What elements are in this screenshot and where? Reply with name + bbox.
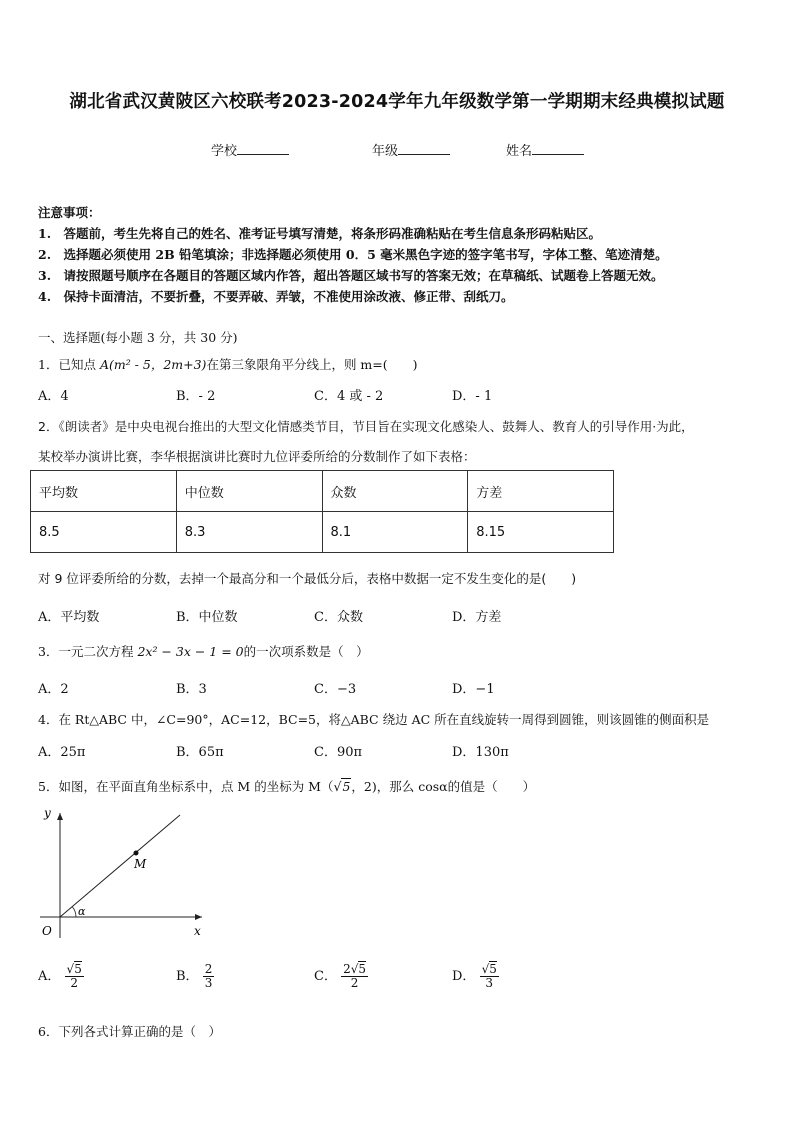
fraction [480,963,499,990]
q3-option-b: B．3 [176,682,207,697]
option-label: A． [38,969,61,985]
fraction [65,963,84,990]
q3-pre: 3．一元二次方程 [38,644,138,659]
table-cell: 8.5 [31,512,177,553]
question-3 [38,642,369,660]
table-header-cell: 平均数 [31,471,177,512]
q5-sqrt-radicand: 5 [342,779,351,794]
x-axis-arrow [195,914,202,920]
name-blank [532,142,584,155]
q1-point: A(m² - 5，2m+3) [99,357,207,372]
q1-pre: 1．已知点 [38,357,100,372]
question-1 [38,355,418,373]
q2-option-d: D．方差 [452,610,502,625]
grade-field [372,140,450,159]
grade-label: 年级 [372,144,399,159]
numerator: 2 [204,962,213,976]
notice-item-1: 1. 答题前，考生先将自己的姓名、准考证号填写清楚，将条形码准确粘贴在考生信息条形码粘贴区。 [38,226,602,241]
option-label: B． [176,969,199,985]
point-m [134,851,139,856]
fraction [203,963,215,990]
denominator: 2 [350,976,359,991]
ray-om [60,815,180,917]
q1-post: 在第三象限角平分线上，则 m=( ) [206,357,418,372]
q2-option-b: B．中位数 [176,610,238,625]
q2-line-3: 对 9 位评委所给的分数，去掉一个最高分和一个最低分后，表格中数据一定不发生变化的是( ) [38,571,577,586]
q1-option-c: C．4 或 - 2 [314,389,384,404]
q4-option-a: A．25π [38,745,86,760]
q2-line-1: 2．《朗读者》是中央电视台推出的大型文化情感类节目，节目旨在实现文化感染人、鼓舞人、教育人的引导作用·为此， [38,419,694,434]
name-field [506,140,584,159]
statistics-table [30,470,614,553]
q2-option-a: A．平均数 [38,610,100,625]
table-row [31,512,614,553]
y-axis-arrow [57,813,63,820]
num-radicand: 5 [74,962,82,976]
num-coef: 2 [343,962,351,976]
numerator: √5 [481,962,497,976]
angle-arc [72,907,76,917]
num-radicand: 5 [358,962,367,976]
school-field [211,140,289,159]
q5-option-a [38,963,84,990]
table-header-row [31,471,614,512]
numerator: 2√5 [343,962,367,976]
q3-option-d: D．−1 [452,682,495,697]
q5-pre: 5．如图，在平面直角坐标系中，点 M 的坐标为 M（ [38,779,334,794]
numerator: √5 [66,962,82,976]
q4-option-d: D．130π [452,745,509,760]
q1-option-d: D．- 1 [452,389,493,404]
q4-option-c: C．90π [314,745,363,760]
num-radicand: 5 [489,962,497,976]
q1-option-a: A．4 [38,389,69,404]
denominator: 3 [204,976,213,991]
q2-line-2: 某校举办演讲比赛，李华根据演讲比赛时九位评委所给的分数制作了如下表格： [38,449,476,464]
fraction [341,963,368,990]
school-blank [237,142,289,155]
question-6: 6．下列各式计算正确的是（ ） [38,1024,221,1039]
q4-option-b: B．65π [176,745,224,760]
section-heading: 一、选择题(每小题 3 分，共 30 分) [38,330,238,345]
q3-option-a: A．2 [38,682,69,697]
option-label: D． [452,969,476,985]
table-header-cell: 方差 [468,471,614,512]
option-label: C． [314,969,337,985]
q5-post: ，2)，那么 cosα的值是（ ） [351,779,536,794]
sqrt-symbol: √ 5 [333,779,351,794]
table-cell: 8.15 [468,512,614,553]
y-axis-label: y [44,806,51,820]
q3-option-c: C．−3 [314,682,357,697]
denominator: 2 [70,976,78,991]
point-m-label: M [134,857,147,871]
question-4: 4．在 Rt△ABC 中，∠C=90°，AC=12，BC=5，将△ABC 绕边 AC 所在直线旋转一周得到圆锥，则该圆锥的侧面积是 [38,712,710,727]
table-header-cell: 众数 [322,471,468,512]
notice-item-4: 4. 保持卡面清洁，不要折叠，不要弄破、弄皱，不准使用涂改液、修正带、刮纸刀。 [38,289,514,304]
q2-option-c: C．众数 [314,610,363,625]
x-axis-label: x [194,924,201,938]
school-label: 学校 [211,144,238,159]
table-cell: 8.1 [322,512,468,553]
denominator: 3 [485,976,494,991]
q5-option-c [314,963,368,990]
q1-option-b: B．- 2 [176,389,216,404]
q5-option-d [452,963,499,990]
exam-title: 湖北省武汉黄陂区六校联考2023-2024学年九年级数学第一学期期末经典模拟试题 [69,92,725,112]
alpha-label: α [78,905,86,918]
notice-heading: 注意事项： [38,205,101,220]
notice-item-3: 3. 请按照题号顺序在各题目的答题区域内作答，超出答题区域书写的答案无效；在草稿纸、试题卷上答题无效。 [38,268,664,283]
coordinate-figure [30,805,210,945]
q5-option-b [176,963,214,990]
q3-equation: 2x² − 3x − 1 = 0 [137,644,244,659]
question-5 [38,777,535,795]
name-label: 姓名 [506,144,533,159]
table-header-cell: 中位数 [176,471,322,512]
notice-item-2: 2. 选择题必须使用 2B 铅笔填涂；非选择题必须使用 0．5 毫米黑色字迹的签字笔书写，字体工整、笔迹清楚。 [38,247,668,262]
origin-label: O [42,924,52,938]
table-cell: 8.3 [176,512,322,553]
grade-blank [398,142,450,155]
q3-post: 的一次项系数是（ ） [243,644,369,659]
